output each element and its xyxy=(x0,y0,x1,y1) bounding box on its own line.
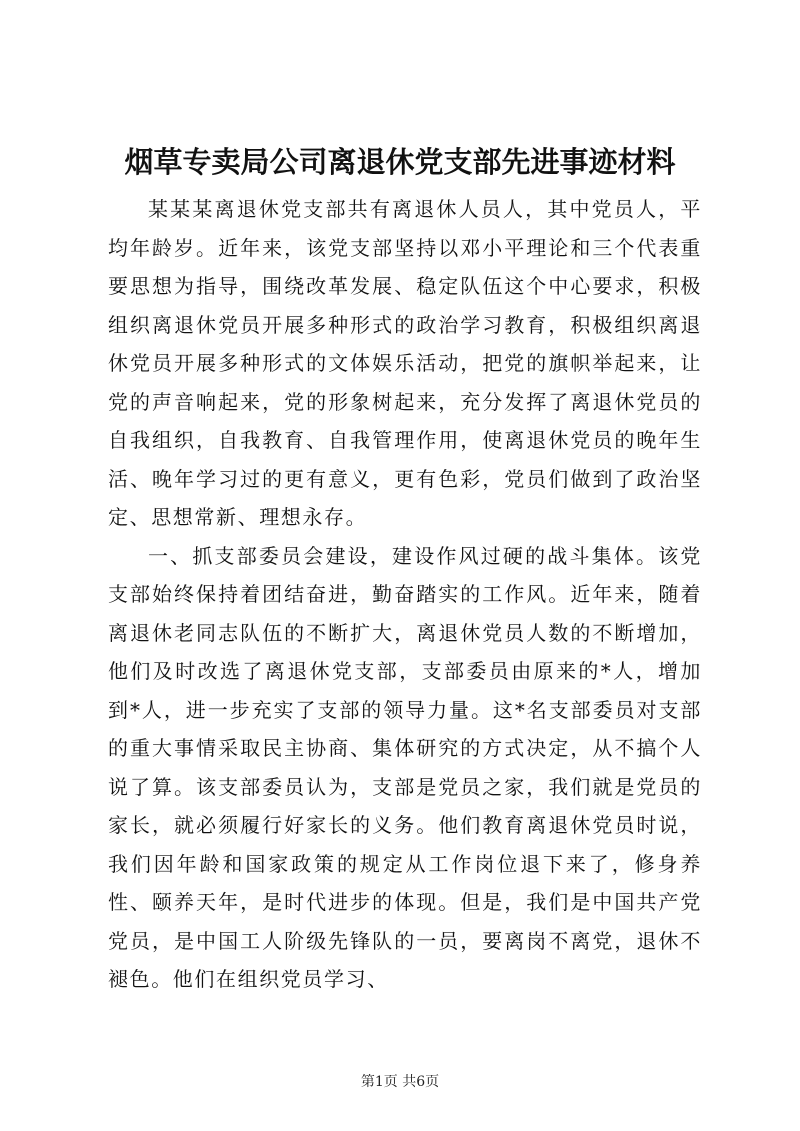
document-body xyxy=(108,190,702,999)
page-title: 烟草专卖局公司离退休党支部先进事迹材料 xyxy=(124,145,676,179)
paragraph-intro: 某某某离退休党支部共有离退休人员人，其中党员人，平均年龄岁。近年来，该党支部坚持以邓小平理论和三个代表重要思想为指导，围绕改革发展、稳定队伍这个中心要求，积极组织离退休党员开展多种形式的政治学习教育，积极组织离退休党员开展多种形式的文体娱乐活动，把党的旗帜举起来，让党的声音响起来，党的形象树起来，充分发挥了离退休党员的自我组织，自我教育、自我管理作用，使离退休党员的晚年生活、晚年学习过的更有意义，更有色彩，党员们做到了政治坚定、思想常新、理想永存。 xyxy=(108,197,702,529)
paragraph-section-one: 一、抓支部委员会建设，建设作风过硬的战斗集体。该党支部始终保持着团结奋进，勤奋踏实的工作风。近年来，随着离退休老同志队伍的不断扩大，离退休党员人数的不断增加，他们及时改选了离退休党支部，支部委员由原来的*人，增加到*人，进一步充实了支部的领导力量。这*名支部委员对支部的重大事情采取民主协商、集体研究的方式决定，从不搞个人说了算。该支部委员认为，支部是党员之家，我们就是党员的家长，就必须履行好家长的义务。他们教育离退休党员时说，我们因年龄和国家政策的规定从工作岗位退下来了，修身养性、颐养天年，是时代进步的体现。但是，我们是中国共产党党员，是中国工人阶级先锋队的一员，要离岗不离党，退休不褪色。他们在组织党员学习、 xyxy=(108,543,702,991)
page-footer: 第1页 共6页 xyxy=(360,1074,440,1090)
